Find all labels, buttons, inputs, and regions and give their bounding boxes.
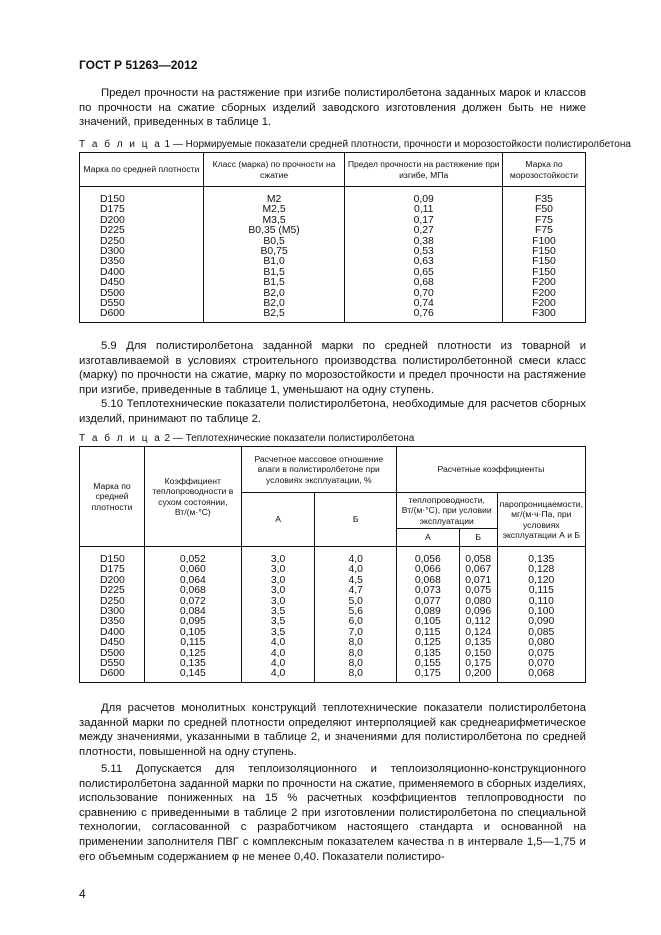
table2-cell: 0,068 <box>396 576 459 586</box>
table2-cell: 0,056 <box>396 547 459 566</box>
table1-cell: B2,0 <box>203 289 345 299</box>
table2-cell: 8,0 <box>315 649 396 659</box>
table2-cell: D200 <box>80 576 145 586</box>
table2-cell: 0,135 <box>459 638 497 648</box>
table1-cell: D250 <box>80 237 204 247</box>
table2-row <box>80 607 586 617</box>
table2-row <box>80 649 586 659</box>
table1-cell: D600 <box>80 309 204 322</box>
table2-cell: 3,0 <box>241 576 315 586</box>
table1-cell: F200 <box>503 278 586 288</box>
table2-cell: 0,072 <box>144 597 241 607</box>
table1-row <box>80 205 586 215</box>
table2-cell: 0,060 <box>144 565 241 575</box>
table2-cell: 0,125 <box>144 649 241 659</box>
table2-cell: 0,064 <box>144 576 241 586</box>
table1-row <box>80 278 586 288</box>
table2-cell: D175 <box>80 565 145 575</box>
table1-header-density: Марка по средней плотности <box>80 153 204 187</box>
table1-row <box>80 268 586 278</box>
table2-cell: 4,0 <box>241 659 315 669</box>
table-2 <box>79 446 586 683</box>
table2-cell: 8,0 <box>315 659 396 669</box>
table2-cell: 0,077 <box>396 597 459 607</box>
table1-cell: 0,17 <box>345 216 503 226</box>
table2-header-conductivity: Коэффициент теплопроводности в сухом состоянии, Вт/(м·°С) <box>144 447 241 547</box>
table1-cell: B2,0 <box>203 299 345 309</box>
table2-header-moisture-b: Б <box>315 493 396 547</box>
table2-cell: 0,071 <box>459 576 497 586</box>
table2-cell: 0,112 <box>459 617 497 627</box>
table1-cell: 0,68 <box>345 278 503 288</box>
table1-body <box>80 187 586 323</box>
table1-cell: B1,5 <box>203 268 345 278</box>
table2-cell: D600 <box>80 669 145 682</box>
table2-header-density: Марка по средней плотности <box>80 447 145 547</box>
table1-cell: 0,70 <box>345 289 503 299</box>
table2-cell: 4,0 <box>241 638 315 648</box>
table2-cell: 0,175 <box>396 669 459 682</box>
table2-row <box>80 638 586 648</box>
table2-row <box>80 617 586 627</box>
table1-cell: 0,63 <box>345 257 503 267</box>
table2-caption-text: 2 — Теплотехнические показатели полистиролбетона <box>161 433 415 444</box>
document-header: ГОСТ Р 51263—2012 <box>79 58 198 72</box>
table2-cell: 4,5 <box>315 576 396 586</box>
table1-cell: F75 <box>503 216 586 226</box>
table1-cell: B0,5 <box>203 237 345 247</box>
table1-cell: M2,5 <box>203 205 345 215</box>
table1-cell: 0,76 <box>345 309 503 322</box>
table1-cell: D400 <box>80 268 204 278</box>
table2-cell: 0,155 <box>396 659 459 669</box>
table-1 <box>79 152 586 323</box>
table2-cell: 0,135 <box>497 547 585 566</box>
table1-cell: 0,38 <box>345 237 503 247</box>
table2-cell: 3,0 <box>241 547 315 566</box>
paragraph-5-10 <box>79 397 586 426</box>
table2-row <box>80 628 586 638</box>
table1-header-frost: Марка по морозостойкости <box>503 153 586 187</box>
table2-cell: 0,068 <box>497 669 585 682</box>
table2-cell: 4,0 <box>315 547 396 566</box>
table1-caption-prefix: Т а б л и ц а <box>79 139 162 150</box>
table2-cell: 0,120 <box>497 576 585 586</box>
table1-cell: F150 <box>503 247 586 257</box>
table1-cell: F35 <box>503 187 586 206</box>
table2-cell: 0,105 <box>396 617 459 627</box>
table1-cell: F150 <box>503 257 586 267</box>
table1-cell: D550 <box>80 299 204 309</box>
table1-cell: 0,11 <box>345 205 503 215</box>
table1-cell: D150 <box>80 187 204 206</box>
table1-cell: F150 <box>503 268 586 278</box>
table2-cell: 0,115 <box>396 628 459 638</box>
table1-cell: D500 <box>80 289 204 299</box>
table2-cell: 0,145 <box>144 669 241 682</box>
table2-cell: 0,070 <box>497 659 585 669</box>
table1-row <box>80 299 586 309</box>
paragraph-monolithic-text: Для расчетов монолитных конструкций теплотехнические показатели полистиролбетона заданной марки по средней плотности определяют интерполяцией как среднеарифметическое между значениями, указанными в таблице 2, и значениями для полистиролбетона по средней плотности, повышенной на одну ступень. <box>79 702 586 758</box>
table2-cell: 0,068 <box>144 586 241 596</box>
table2-cell: D225 <box>80 586 145 596</box>
table2-cell: 3,5 <box>241 628 315 638</box>
table2-header-moisture-a: А <box>241 493 315 547</box>
table2-cell: D150 <box>80 547 145 566</box>
table1-cell: F100 <box>503 237 586 247</box>
table2-cell: D450 <box>80 638 145 648</box>
table1-row <box>80 247 586 257</box>
paragraph-5-9 <box>79 339 586 397</box>
paragraph-5-10-text: 5.10 Теплотехнические показатели полистиролбетона, необходимые для расчетов сборных изделий, принимают по таблице 2. <box>79 398 586 425</box>
table1-cell: B2,5 <box>203 309 345 322</box>
table1-row <box>80 237 586 247</box>
table2-cell: 0,128 <box>497 565 585 575</box>
table2-cell: 0,085 <box>497 628 585 638</box>
table2-header-coefficients: Расчетные коэффициенты <box>396 447 585 493</box>
table1-cell: F50 <box>503 205 586 215</box>
table1-cell: F75 <box>503 226 586 236</box>
table2-cell: 0,080 <box>497 638 585 648</box>
table1-cell: D175 <box>80 205 204 215</box>
table1-cell: F200 <box>503 299 586 309</box>
table1-cell: B1,0 <box>203 257 345 267</box>
table2-cell: 0,058 <box>459 547 497 566</box>
table1-cell: M2 <box>203 187 345 206</box>
table2-header-thermal: теплопроводности, Вт/(м·°С), при условии эксплуатации <box>396 493 497 529</box>
table2-cell: 0,124 <box>459 628 497 638</box>
paragraph-5-11 <box>79 762 586 864</box>
table2-cell: 5,0 <box>315 597 396 607</box>
table1-cell: D350 <box>80 257 204 267</box>
table2-row <box>80 597 586 607</box>
table2-cell: 6,0 <box>315 617 396 627</box>
table1-cell: 0,09 <box>345 187 503 206</box>
table2-cell: 8,0 <box>315 669 396 682</box>
table2-cell: 0,175 <box>459 659 497 669</box>
table2-row <box>80 576 586 586</box>
paragraph-5-9-text: 5.9 Для полистиролбетона заданной марки по средней плотности из товарной и изготавливаемой в условиях строительного производства полистиролбетонной смеси класс (марку) по прочности на сжатие, марку по морозостойкости и предел прочности на растяжение при изгибе, приведенные в таблице 1, уменьшают на одну ступень. <box>79 340 586 396</box>
table2-header-moisture: Расчетное массовое отношение влаги в полистиролбетоне при условиях эксплуатации, % <box>241 447 396 493</box>
table2-caption <box>79 433 414 444</box>
table2-cell: 3,0 <box>241 565 315 575</box>
table2-cell: 0,075 <box>459 586 497 596</box>
table2-cell: 0,090 <box>497 617 585 627</box>
table2-cell: 0,135 <box>396 649 459 659</box>
table1-cell: B0,35 (M5) <box>203 226 345 236</box>
paragraph-monolithic <box>79 701 586 759</box>
table1-row <box>80 289 586 299</box>
table1-cell: D300 <box>80 247 204 257</box>
table2-cell: 3,5 <box>241 617 315 627</box>
table1-caption-text: 1 — Нормируемые показатели средней плотности, прочности и морозостойкости полистиролбетона <box>161 139 631 150</box>
table2-cell: 0,150 <box>459 649 497 659</box>
table2-header-vapor: паропроницаемости, мг/(м·ч·Па, при условиях эксплуатации А и Б <box>497 493 585 547</box>
table2-cell: 0,115 <box>144 638 241 648</box>
table1-cell: F300 <box>503 309 586 322</box>
table2-caption-prefix: Т а б л и ц а <box>79 433 162 444</box>
table2-cell: 0,095 <box>144 617 241 627</box>
table2-cell: 0,096 <box>459 607 497 617</box>
table2-row <box>80 565 586 575</box>
table2-cell: 7,0 <box>315 628 396 638</box>
table1-row <box>80 226 586 236</box>
table1-row <box>80 257 586 267</box>
table2-cell: 4,0 <box>315 565 396 575</box>
table2-cell: 0,110 <box>497 597 585 607</box>
table1-cell: B1,5 <box>203 278 345 288</box>
table1-row <box>80 216 586 226</box>
table1-cell: D450 <box>80 278 204 288</box>
table2-cell: 3,0 <box>241 586 315 596</box>
table2-header-thermal-a: А <box>396 529 459 547</box>
table2-cell: D550 <box>80 659 145 669</box>
table1-header-class: Класс (марка) по прочности на сжатие <box>203 153 345 187</box>
table1-cell: D200 <box>80 216 204 226</box>
table1-cell: M3,5 <box>203 216 345 226</box>
table2-cell: 0,135 <box>144 659 241 669</box>
table2-cell: 0,105 <box>144 628 241 638</box>
table2-cell: 8,0 <box>315 638 396 648</box>
table2-cell: 4,0 <box>241 669 315 682</box>
intro-paragraph <box>79 86 586 130</box>
table2-cell: D250 <box>80 597 145 607</box>
table2-cell: 0,080 <box>459 597 497 607</box>
table1-caption <box>79 139 631 150</box>
table1-row <box>80 187 586 206</box>
table2-cell: 0,089 <box>396 607 459 617</box>
table2-cell: D400 <box>80 628 145 638</box>
table2-cell: 0,125 <box>396 638 459 648</box>
table2-row <box>80 669 586 682</box>
table1-cell: 0,53 <box>345 247 503 257</box>
table2-cell: 0,073 <box>396 586 459 596</box>
table2-cell: 4,0 <box>241 649 315 659</box>
table2-cell: D300 <box>80 607 145 617</box>
table2-row <box>80 547 586 566</box>
table2-cell: 0,066 <box>396 565 459 575</box>
table2-row <box>80 586 586 596</box>
table2-cell: 5,6 <box>315 607 396 617</box>
table2-cell: 0,075 <box>497 649 585 659</box>
table2-cell: 0,067 <box>459 565 497 575</box>
table2-cell: 3,5 <box>241 607 315 617</box>
table1-cell: B0,75 <box>203 247 345 257</box>
table1-cell: F200 <box>503 289 586 299</box>
table2-cell: 0,100 <box>497 607 585 617</box>
table2-cell: D350 <box>80 617 145 627</box>
table2-cell: 3,0 <box>241 597 315 607</box>
table2-header-thermal-b: Б <box>459 529 497 547</box>
table2-cell: 0,084 <box>144 607 241 617</box>
table2-cell: D500 <box>80 649 145 659</box>
table1-cell: D225 <box>80 226 204 236</box>
table1-cell: 0,27 <box>345 226 503 236</box>
intro-text: Предел прочности на растяжение при изгибе полистиролбетона заданных марок и классов по прочности на сжатие сборных изделий заводского изготовления должен быть не ниже значений, приведенных в таблице 1. <box>79 87 586 129</box>
page-number: 4 <box>79 887 86 901</box>
table1-header-strength: Предел прочности на растяжение при изгибе, МПа <box>345 153 503 187</box>
paragraph-5-11-text: 5.11 Допускается для теплоизоляционного и теплоизоляционно-конструкционного полистиролбетона заданной марки по прочности на сжатие, применяемого в сборных изделиях, использование пониженных на 15 % расчетных коэффициентов теплопроводности по сравнению с приведенными в таблице 2 при изготовлении полистиролбетона по специальной технологии, согласованной с разработчиком настоящего стандарта и основанной на применении заполнителя ПВГ с комплексным показателем качества n в интервале 1,5—1,75 и его объемным содержанием φ не менее 0,40. Показатели полистиро- <box>79 763 586 863</box>
table2-body <box>80 547 586 683</box>
table2-cell: 4,7 <box>315 586 396 596</box>
table1-cell: 0,65 <box>345 268 503 278</box>
table1-row <box>80 309 586 322</box>
table2-cell: 0,115 <box>497 586 585 596</box>
table2-row <box>80 659 586 669</box>
table1-cell: 0,74 <box>345 299 503 309</box>
table2-cell: 0,200 <box>459 669 497 682</box>
table2-cell: 0,052 <box>144 547 241 566</box>
